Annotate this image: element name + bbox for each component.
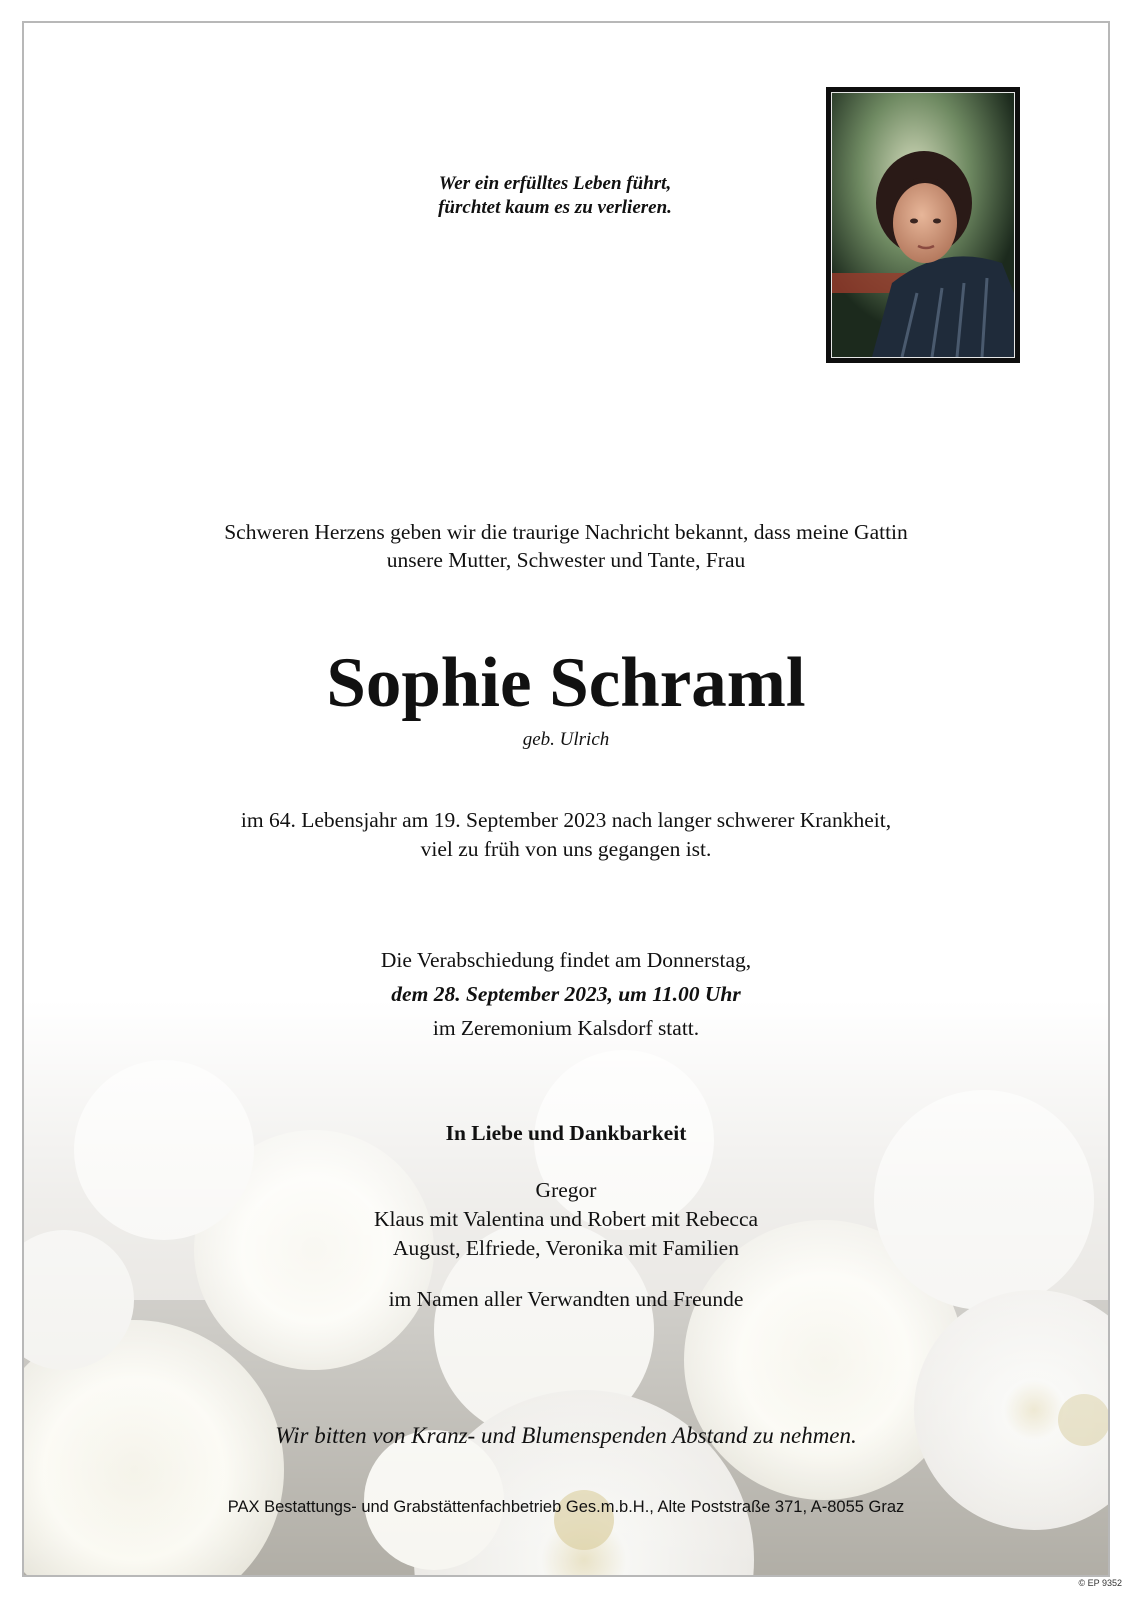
death-notice — [140, 806, 992, 864]
portrait-image — [831, 92, 1015, 358]
quote — [340, 172, 770, 220]
announcement-intro — [140, 518, 992, 574]
ceremony-location: im Zeremonium Kalsdorf statt. — [432, 1016, 700, 1040]
flower-request: Wir bitten von Kranz- und Blumenspenden Abstand zu nehmen. — [275, 1423, 857, 1448]
mourner-name: Gregor — [535, 1178, 597, 1202]
death-notice-line: im 64. Lebensjahr am 19. September 2023 nach langer schwerer Krankheit, — [240, 808, 892, 832]
portrait-photo — [826, 87, 1020, 363]
template-code: © EP 9352 — [1078, 1578, 1122, 1588]
intro-line: unsere Mutter, Schwester und Tante, Frau — [386, 548, 746, 572]
mourners-heading: In Liebe und Dankbarkeit — [445, 1121, 687, 1145]
mourner-name: August, Elfriede, Veronika mit Familien — [393, 1236, 739, 1260]
ceremony-date: dem 28. September 2023, um 11.00 Uhr — [391, 982, 741, 1006]
mourners-list — [240, 1176, 892, 1263]
relatives-line: im Namen aller Verwandten und Freunde — [388, 1287, 744, 1311]
intro-line: Schweren Herzens geben wir die traurige Nachricht bekannt, dass meine Gattin — [224, 520, 908, 544]
death-notice-line: viel zu früh von uns gegangen ist. — [420, 837, 712, 861]
maiden-name: geb. Ulrich — [522, 729, 610, 750]
ceremony-line: Die Verabschiedung findet am Donnerstag, — [380, 948, 752, 972]
quote-line: fürchtet kaum es zu verlieren. — [438, 197, 672, 218]
deceased-name: Sophie Schraml — [326, 644, 806, 722]
quote-line: Wer ein erfülltes Leben führt, — [438, 173, 672, 194]
ceremony-info — [240, 943, 892, 1045]
mourner-name: Klaus mit Valentina und Robert mit Rebecca — [373, 1207, 759, 1231]
funeral-company: PAX Bestattungs- und Grabstättenfachbetrieb Ges.m.b.H., Alte Poststraße 371, A-8055 Graz — [227, 1498, 905, 1516]
